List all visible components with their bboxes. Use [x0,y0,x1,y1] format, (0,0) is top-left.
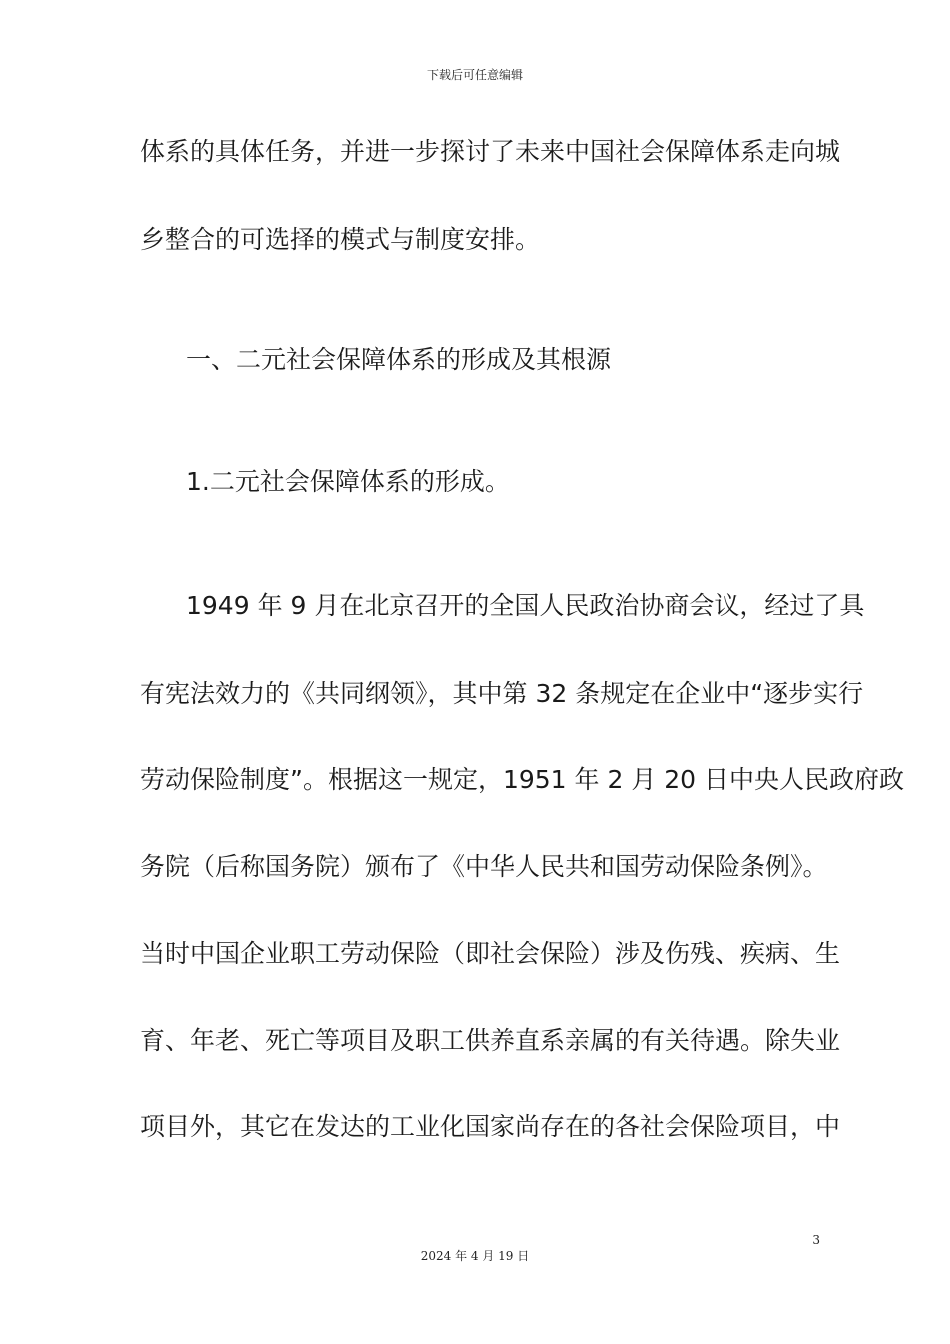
body-line: 当时中国企业职工劳动保险（即社会保险）涉及伤残、疾病、生 [140,939,841,968]
body-line: 乡整合的可选择的模式与制度安排。 [140,225,541,254]
body-line: 务院（后称国务院）颁布了《中华人民共和国劳动保险条例》。 [140,852,828,881]
page-header: 下载后可任意编辑 [426,68,523,82]
subsection-heading: 1.二元社会保障体系的形成。 [186,467,510,496]
footer-date: 2024 年 4 月 19 日 [420,1249,530,1263]
body-line: 有宪法效力的《共同纲领》，其中第 32 条规定在企业中“逐步实行 [140,679,864,708]
body-line: 1949 年 9 月在北京召开的全国人民政治协商会议，经过了具 [186,591,865,620]
body-line: 体系的具体任务，并进一步探讨了未来中国社会保障体系走向城 [140,137,841,166]
body-line: 育、年老、死亡等项目及职工供养直系亲属的有关待遇。除失业 [140,1026,841,1055]
body-line: 项目外，其它在发达的工业化国家尚存在的各社会保险项目，中 [140,1112,841,1141]
section-heading: 一、二元社会保障体系的形成及其根源 [186,345,612,374]
page-number: 3 [812,1233,820,1247]
body-line: 劳动保险制度”。根据这一规定，1951 年 2 月 20 日中央人民政府政 [140,765,905,794]
